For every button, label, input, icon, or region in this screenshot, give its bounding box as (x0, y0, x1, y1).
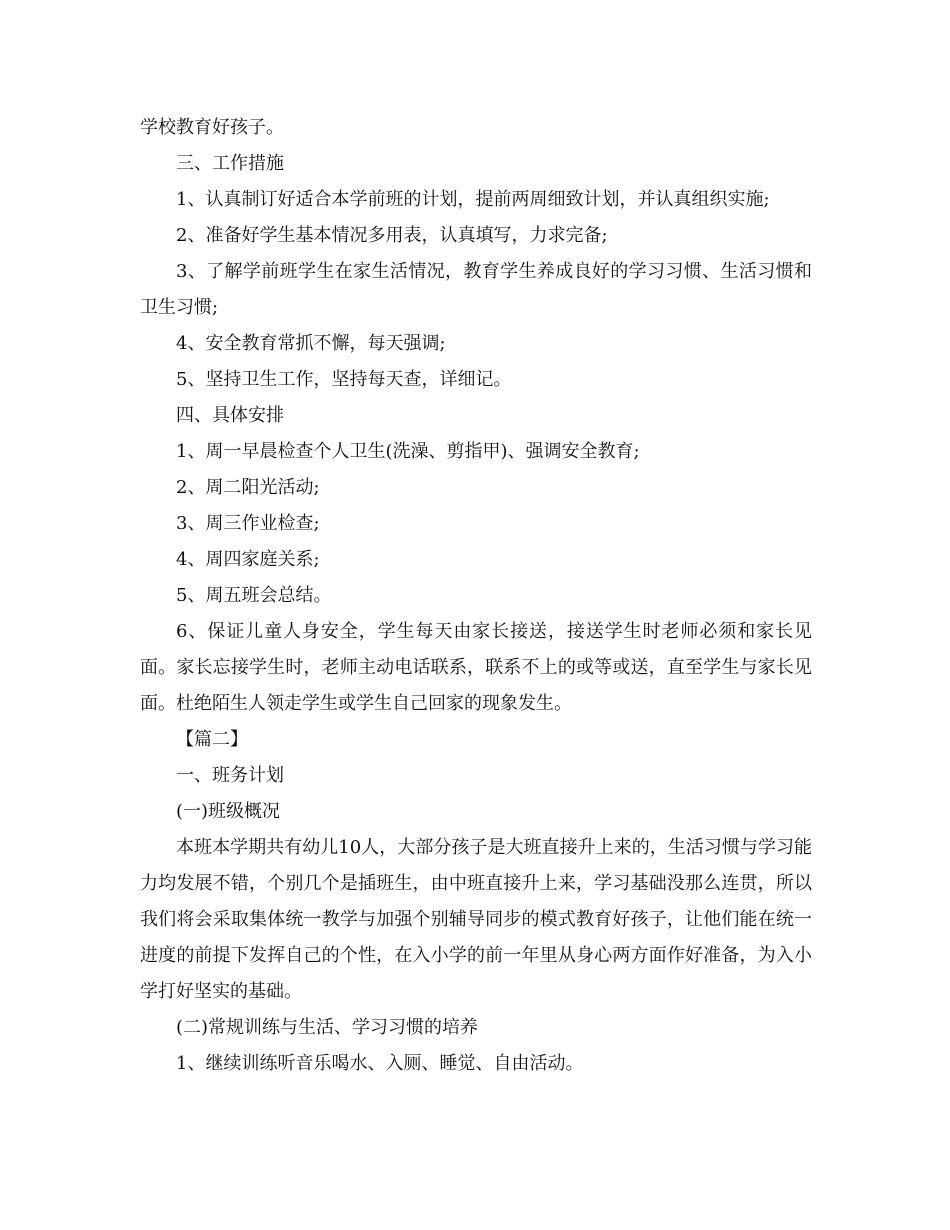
list-item: 2、周二阳光活动; (176, 477, 320, 498)
list-item: 3、周三作业检查; (176, 513, 320, 534)
paragraph-continuation: 学校教育好孩子。 (140, 117, 284, 138)
subsection-heading-routine-training: (二)常规训练与生活、学习习惯的培养 (176, 1017, 479, 1038)
part-heading: 【篇二】 (176, 729, 248, 750)
list-item: 4、周四家庭关系; (176, 549, 320, 570)
list-item: 5、坚持卫生工作，坚持每天查，详细记。 (176, 369, 512, 390)
list-item: 4、安全教育常抓不懈，每天强调; (176, 333, 446, 354)
list-item: 1、周一早晨检查个人卫生(洗澡、剪指甲)、强调安全教育; (176, 441, 640, 462)
document-body (140, 110, 812, 1082)
list-item: 1、认真制订好适合本学前班的计划，提前两周细致计划，并认真组织实施; (176, 189, 770, 210)
section-heading-work-measures: 三、工作措施 (176, 153, 284, 174)
list-item: 2、准备好学生基本情况多用表，认真填写，力求完备; (176, 225, 608, 246)
list-item: 3、了解学前班学生在家生活情况，教育学生养成良好的学习习惯、生活习惯和卫生习惯; (140, 261, 812, 318)
section-heading-specific-arrangements: 四、具体安排 (176, 405, 284, 426)
body-paragraph: 本班本学期共有幼儿10人，大部分孩子是大班直接升上来的，生活习惯与学习能力均发展不错，个别几个是插班生，由中班直接升上来，学习基础没那么连贯，所以我们将会采取集体统一教学与加强个别辅导同步的模式教育好孩子，让他们能在统一进度的前提下发挥自己的个性，在入小学的前一年里从身心两方面作好准备，为入小学打好坚实的基础。 (140, 837, 812, 1002)
list-item: 5、周五班会总结。 (176, 585, 332, 606)
subsection-heading-class-overview: (一)班级概况 (176, 801, 281, 822)
list-item: 6、保证儿童人身安全，学生每天由家长接送，接送学生时老师必须和家长见面。家长忘接学生时，老师主动电话联系，联系不上的或等或送，直至学生与家长见面。杜绝陌生人领走学生或学生自己回家的现象发生。 (140, 621, 812, 714)
list-item: 1、继续训练听音乐喝水、入厕、睡觉、自由活动。 (176, 1053, 584, 1074)
section-heading-class-plan: 一、班务计划 (176, 765, 284, 786)
